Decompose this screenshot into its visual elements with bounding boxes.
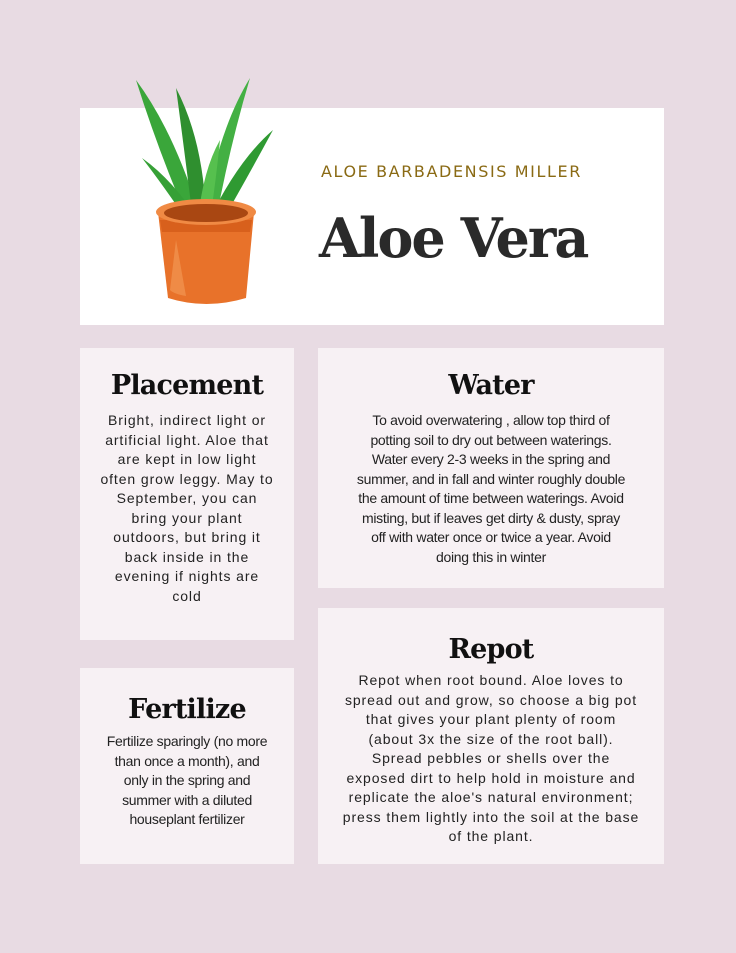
water-heading: Water — [448, 370, 534, 401]
placement-text: Bright, indirect light or artificial light. Aloe that are kept in low light often grow leggy. May to September, you can bring your plant outdoors, but bring it back inside in the evening if nights are cold — [100, 412, 274, 604]
water-card — [318, 348, 664, 588]
fertilize-text: Fertilize sparingly (no more than once a month), and only in the spring and summer with a diluted houseplant fertilizer — [106, 733, 268, 827]
fertilize-heading: Fertilize — [128, 694, 246, 725]
placement-card — [80, 348, 294, 640]
botanical-name: ALOE BARBADENSIS MILLER — [321, 162, 582, 181]
page-title: Aloe Vera — [319, 206, 588, 270]
placement-heading: Placement — [110, 370, 264, 401]
repot-card — [318, 608, 664, 864]
fertilize-card — [80, 668, 294, 864]
water-text: To avoid overwatering , allow top third of potting soil to dry out between waterings. Water every 2-3 weeks in the spring and summer, and in fall and winter roughly double the amount of time between waterings. Avoid misting, but if leaves get dirty & dusty, spray off with water once or twice a year. Avoid doing this in winter — [356, 412, 626, 565]
aloe-plant-icon — [128, 70, 278, 310]
repot-text: Repot when root bound. Aloe loves to spread out and grow, so choose a big pot that gives your plant plenty of room (about 3x the size of the root ball). Spread pebbles or shells over the exposed dirt to help hold in moisture and replicate the aloe's natural environment; press them lightly into the soil at the base of the plant. — [342, 672, 640, 844]
repot-heading: Repot — [448, 634, 534, 665]
